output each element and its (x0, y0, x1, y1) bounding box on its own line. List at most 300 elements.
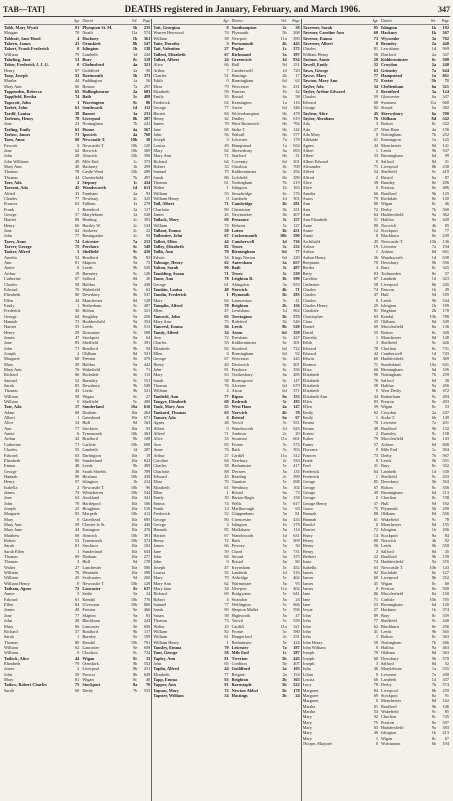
entry-volume: 10b (130, 169, 138, 175)
entry-age: 0 (375, 158, 378, 164)
entry-age: 1 (77, 99, 80, 105)
entry-name: Tapper, Ann (153, 682, 176, 688)
entry-age: 75 (224, 169, 229, 175)
entry-name: Hannah (302, 516, 317, 522)
entry-age: 58 (224, 228, 229, 234)
entry-name: Taylor, Abraham (302, 115, 334, 121)
entry-volume: 8d (133, 276, 138, 282)
entry-volume: 6d (282, 78, 287, 84)
entry-age: 64 (75, 495, 80, 501)
entry-volume: 3b (282, 201, 287, 207)
entry-page: 371 (293, 388, 300, 394)
entry-district: Bolton (380, 329, 393, 335)
entry-district: Chester le St. (82, 521, 106, 527)
entry-name: Tawton, Mary Ann (302, 78, 338, 84)
entry-page: 242 (143, 618, 151, 624)
entry-page: 24 (146, 591, 151, 597)
entry-volume: 7b (282, 179, 287, 185)
entry-name: William Henry (153, 196, 180, 201)
entry-volume: 11a (280, 35, 287, 41)
entry-page: 143 (442, 564, 449, 570)
entry-page: 235 (143, 25, 151, 30)
entry-district: Wandsworth (231, 425, 254, 431)
entry-volume: 1a (133, 201, 138, 207)
entry-name: Ann (153, 334, 161, 340)
register-column (302, 19, 450, 801)
entry-name: Martha (302, 709, 316, 714)
entry-name: Frederick (153, 511, 170, 517)
entry-district: Truro (231, 270, 243, 276)
entry-page: 563 (442, 479, 449, 485)
entry-page: 625 (293, 425, 300, 431)
entry-name: Mary (302, 719, 312, 725)
entry-district: Liverpool (380, 163, 398, 169)
entry-name: Tabbutt, Jane Hood (4, 35, 41, 41)
entry-district: Doncaster (82, 329, 100, 335)
entry-page: 163 (293, 676, 300, 682)
entry-age: 70 (75, 286, 80, 292)
entry-volume: 8a (133, 334, 138, 340)
entry-page: 285 (293, 372, 300, 378)
entry-name: Herbert (302, 554, 316, 560)
entry-district: Leeds (380, 297, 392, 303)
entry-age: 13 (224, 505, 229, 511)
entry-name: Edward (153, 473, 167, 479)
entry-name: James (4, 489, 15, 495)
entry-volume: 6c (282, 340, 287, 346)
entry-page: 231 (293, 83, 300, 89)
entry-district: Leeds (82, 388, 93, 394)
entry-age: 66 (373, 367, 378, 372)
entry-page: 138 (143, 46, 151, 52)
entry-age: 74 (224, 30, 229, 36)
entry-district: Truro (231, 244, 243, 250)
entry-name: Ann Elizabeth (302, 217, 328, 223)
entry-volume: 6d (431, 602, 436, 608)
entry-district: Yeovil (231, 420, 243, 426)
entry-district: Huddersfield (82, 318, 105, 324)
entry-volume: 8a (431, 591, 436, 597)
entry-page: 199 (143, 634, 151, 640)
entry-page: 781 (143, 639, 151, 645)
entry-district: Newmarket (231, 212, 252, 218)
entry-page: 666 (293, 602, 300, 608)
entry-age: 3 (77, 559, 80, 565)
entry-page: 241 (143, 121, 151, 127)
entry-page: 788 (442, 313, 449, 319)
entry-page: 244 (143, 51, 151, 57)
entry-name: William (4, 650, 18, 656)
entry-district: Sheffield (380, 618, 397, 624)
entry-volume: 8a (431, 228, 436, 234)
entry-age: 60 (373, 655, 378, 661)
entry-page: 99 (444, 153, 449, 159)
entry-volume: 1d (431, 276, 436, 282)
entry-name: Elizabeth (153, 484, 170, 490)
entry-name: Ann (4, 425, 12, 431)
entry-district: Warrington (82, 99, 105, 105)
entry-volume: 2c (133, 228, 138, 234)
entry-age: 71 (75, 441, 80, 447)
entry-volume: 1c (133, 158, 138, 164)
entry-age: 49 (373, 489, 378, 495)
entry-name: Ann (302, 201, 311, 207)
entry-page: 476 (143, 527, 151, 533)
entry-volume: 5c (282, 217, 287, 223)
entry-name: Charles (153, 340, 167, 346)
entry-age: 58 (224, 377, 229, 383)
entry-volume: 10a (131, 468, 138, 474)
entry-age: 71 (373, 78, 378, 84)
entry-age: 0 (77, 650, 80, 656)
entry-name: Mary Ann (153, 580, 171, 586)
entry-name: Tallentire, John (153, 233, 183, 239)
entry-volume: 7a (431, 67, 436, 73)
entry-name: Walter (4, 564, 16, 570)
entry-name: Tancred, Emma (153, 324, 183, 330)
entry-volume: 9b (282, 324, 287, 330)
entry-age: 36 (75, 308, 80, 314)
entry-volume: 5c (282, 297, 287, 303)
entry-name: Frank (153, 505, 164, 511)
entry-volume: 10a (131, 570, 138, 576)
entry-name: Elizabeth (302, 383, 319, 389)
entry-page: 528 (293, 324, 300, 330)
entry-district: Sunderland (380, 361, 401, 367)
entry-volume: 5b (132, 25, 138, 30)
entry-name: Mary (4, 676, 14, 682)
entry-name: George (153, 521, 166, 527)
entry-page: 586 (143, 564, 151, 570)
entry-page: 38 (444, 377, 449, 383)
entry-district: Brighton (231, 302, 249, 308)
entry-district: Birmingham (380, 602, 403, 608)
entry-page: 488 (143, 94, 151, 100)
entry-name: John (153, 554, 162, 560)
entry-volume: 8a (431, 532, 436, 538)
entry-district: Tynemouth (82, 431, 102, 437)
entry-age: 58 (373, 639, 378, 645)
entry-volume: 5b (431, 505, 436, 511)
entry-age: 1 (226, 292, 229, 298)
entry-volume: 4a (133, 126, 138, 132)
entry-age: 61 (75, 105, 80, 111)
entry-page: 417 (293, 463, 300, 469)
entry-district: Plymouth (231, 30, 249, 36)
entry-district: Birmingham (380, 153, 403, 159)
entry-district: Launceston (231, 297, 252, 303)
entry-volume: 1b (282, 185, 287, 191)
entry-page: 391 (143, 340, 151, 346)
entry-name: William (153, 634, 168, 640)
entry-page: 487 (143, 302, 151, 308)
entry-age: 83 (373, 270, 378, 276)
entry-name: Thomas (4, 174, 18, 180)
entry-page: 292 (293, 169, 300, 175)
entry-name: Tarrant, Ada (4, 185, 28, 191)
entry-volume: 1b (431, 607, 436, 613)
entry-district: Salford (380, 377, 394, 383)
entry-page: 493 (442, 399, 449, 405)
entry-name: William (153, 35, 168, 41)
entry-age: 59 (224, 548, 229, 554)
entry-age: 66 (373, 190, 378, 196)
entry-age: 0 (77, 399, 80, 405)
entry-page: 64 (146, 334, 151, 340)
entry-district: Barnsley (380, 431, 397, 437)
entry-page: 834 (293, 57, 300, 63)
entry-volume: 6a (282, 495, 287, 501)
entry-page: 77 (295, 249, 300, 255)
entry-district: Leicester (380, 244, 397, 250)
entry-name: Taverner, Albert (302, 41, 333, 47)
entry-district: Sheffield (380, 169, 397, 175)
entry-volume: 2a (133, 190, 138, 196)
entry-volume: 8e (431, 399, 436, 405)
entry-volume: 2c (133, 222, 138, 228)
entry-volume: 7a (431, 244, 436, 250)
entry-name: William Henry (4, 580, 30, 586)
entry-district: Nottingham (380, 639, 402, 645)
entry-name: Charles Henry (302, 302, 328, 308)
entry-page: 192 (442, 25, 449, 30)
entry-list (303, 25, 449, 746)
entry-volume: 4b (282, 409, 287, 415)
entry-page: 439 (143, 473, 151, 479)
entry-volume: 8c (133, 393, 138, 399)
entry-age: 61 (224, 179, 229, 185)
entry-age: 2 (77, 484, 80, 490)
entry-name: Mary Ann (4, 163, 22, 169)
entry-volume: 9b (431, 297, 436, 303)
entry-volume: 8b (431, 281, 436, 287)
entry-name: Tardif, Louisa (4, 110, 31, 116)
entry-age: 84 (75, 602, 80, 608)
entry-page: 67 (444, 735, 449, 741)
entry-name: Emma (153, 500, 165, 506)
entry-name: Tayleur, Alice (302, 110, 328, 116)
entry-page: 39 (295, 543, 300, 549)
entry-name: Elizabeth (153, 89, 170, 95)
entry-name: Mary Ann (153, 318, 171, 324)
register-column (3, 19, 152, 801)
entry-page: 367 (442, 30, 449, 36)
entry-age: 84 (224, 110, 229, 116)
entry-page: 158 (293, 495, 300, 501)
entry-name: Agnes (302, 142, 314, 148)
entry-district: Hackney (380, 607, 397, 613)
entry-district: Islington (82, 479, 98, 485)
entry-volume: 10b (130, 137, 138, 143)
entry-age: 75 (75, 244, 80, 250)
entry-name: Emily (4, 302, 15, 308)
entry-district: Bath (231, 265, 241, 271)
entry-volume: 10a (131, 457, 138, 463)
entry-name: John William (302, 644, 326, 650)
entry-name: Tabeling, Jane (4, 57, 31, 63)
entry-name: Mary (153, 372, 163, 378)
entry-name: Harriet (153, 110, 166, 116)
entry-volume: 8c (431, 580, 436, 586)
entry-volume: 1b (133, 163, 138, 169)
entry-age: 78 (224, 276, 229, 282)
entry-age: 33 (224, 163, 229, 169)
entry-volume: 5b (282, 687, 287, 693)
entry-district: Manchester (380, 521, 402, 527)
entry-age: 60 (75, 137, 80, 143)
entry-name: Albert (153, 425, 165, 431)
entry-district: Keynsham (231, 564, 251, 570)
entry-district: Preston (380, 185, 394, 191)
entry-name: Mary (302, 730, 312, 736)
entry-page: 503 (293, 447, 300, 453)
entry-age: 53 (75, 538, 80, 543)
entry-age: 79 (224, 249, 229, 255)
entry-page: 537 (442, 147, 449, 153)
entry-page: 128 (143, 297, 151, 303)
entry-age: 79 (224, 575, 229, 581)
entry-age: 45 (75, 185, 80, 191)
entry-age: 34 (75, 420, 80, 426)
entry-name: John (4, 153, 13, 159)
entry-volume: 10a (131, 425, 138, 431)
entry-volume: 8d (431, 511, 436, 517)
entry-volume: 10a (131, 415, 138, 421)
entry-volume: 1b (132, 35, 138, 41)
entry-district: Chorlton (380, 495, 397, 501)
entry-page: 162 (442, 698, 449, 704)
entry-name: Tait, Georgina (153, 25, 180, 30)
entry-district: Dudley (231, 115, 245, 121)
entry-name: Tarver, George (4, 244, 32, 250)
entry-volume: 5c (282, 639, 287, 645)
entry-age: 42 (75, 436, 80, 442)
entry-age: 42 (224, 115, 229, 121)
entry-age: 73 (224, 318, 229, 324)
entry-name: Joseph (302, 650, 315, 656)
entry-district: Islington (231, 521, 247, 527)
entry-volume: 9a (431, 217, 436, 223)
entry-age: 45 (224, 473, 229, 479)
entry-page: 84 (444, 532, 449, 538)
entry-district: Rotherham (380, 393, 401, 399)
entry-page: 445 (293, 655, 300, 661)
entry-age: 86 (75, 217, 80, 223)
entry-name: Annie (4, 431, 15, 437)
entry-name: John Williams (4, 158, 29, 164)
entry-volume: 6a (282, 147, 287, 153)
entry-district: Southampton (231, 25, 257, 30)
entry-volume: 10b (279, 233, 287, 239)
entry-volume: 1c (282, 650, 287, 656)
entry-page: 148 (442, 334, 449, 340)
entry-district: Barnet (82, 110, 95, 116)
entry-name: Charles (4, 281, 18, 287)
entry-district: Lambeth (380, 676, 397, 682)
entry-name: Charles (4, 447, 18, 453)
entry-age: 77 (75, 233, 80, 239)
entry-age: 52 (75, 73, 80, 79)
entry-page: 553 (143, 687, 151, 693)
entry-volume: 8c (431, 714, 436, 720)
entry-volume: 8c (431, 121, 436, 127)
entry-page: 590 (293, 233, 300, 239)
entry-volume: 9c (133, 270, 138, 276)
entry-age: 45 (224, 212, 229, 218)
entry-district: Cockermouth (231, 233, 257, 239)
entry-page: 743 (442, 350, 449, 356)
entry-district: Auckland (82, 495, 100, 501)
entry-age: 79 (373, 650, 378, 656)
entry-page: 354 (143, 318, 151, 324)
entry-volume: 8b (132, 41, 138, 47)
entry-name: Caroline (153, 457, 169, 463)
entry-volume: 5b (282, 682, 287, 688)
entry-volume: 8c (431, 612, 436, 618)
entry-volume: 6a (431, 110, 436, 116)
entry-age: 77 (373, 73, 378, 79)
entry-page: 394 (442, 447, 449, 453)
entry-page: 702 (442, 35, 449, 41)
entry-page: 638 (442, 254, 449, 260)
entry-district: Blackburn (380, 623, 399, 629)
entry-age: 70 (75, 500, 80, 506)
entry-page: 528 (143, 212, 151, 218)
entry-district: Liverpool (380, 687, 398, 693)
entry-volume: 8d (431, 377, 436, 383)
entry-volume: 5c (282, 265, 287, 271)
entry-volume: 10a (131, 500, 138, 506)
entry-volume: 9b (431, 147, 436, 153)
entry-district: Southwark (82, 105, 103, 111)
entry-name: Mary (153, 147, 163, 153)
entry-page: 231 (143, 110, 151, 116)
entry-volume: 1b (282, 521, 287, 527)
entry-page: 451 (293, 228, 300, 234)
entry-volume: 10a (131, 554, 138, 560)
entry-name: Louisa (153, 142, 166, 148)
entry-name: Charles (302, 297, 316, 303)
entry-page: 349 (442, 329, 449, 335)
entry-page: 362 (442, 212, 449, 218)
entry-district: Stroud (231, 554, 244, 560)
entry-page: 56 (146, 78, 151, 84)
entry-page: 497 (293, 265, 300, 271)
entry-volume: 8d (431, 318, 436, 324)
entry-name: Margaret (302, 692, 319, 698)
entry-district: Shrewsbury (231, 147, 253, 153)
entry-district: Rochdale (82, 372, 99, 378)
entry-age: 27 (224, 452, 229, 458)
entry-name: Edward (302, 99, 317, 105)
entry-name: Eliza (153, 479, 163, 485)
entry-name: Charlotte (153, 468, 170, 474)
entry-district: Chorlton (380, 714, 397, 720)
entry-age: 77 (224, 671, 229, 677)
entry-district: Axbridge (231, 575, 248, 581)
age-header: Age (73, 19, 80, 23)
entry-age: 68 (373, 575, 378, 581)
entry-name: Tanner, Ada (153, 415, 176, 421)
entry-page: 83 (146, 254, 151, 260)
entry-page: 736 (293, 238, 300, 244)
entry-age: 54 (373, 709, 378, 714)
entry-page: 290 (442, 505, 449, 511)
entry-volume: 1d (431, 676, 436, 682)
entry-age: 66 (224, 543, 229, 549)
entry-name: Henry (4, 329, 15, 335)
entry-name: Taverner, Sarah (302, 25, 333, 30)
